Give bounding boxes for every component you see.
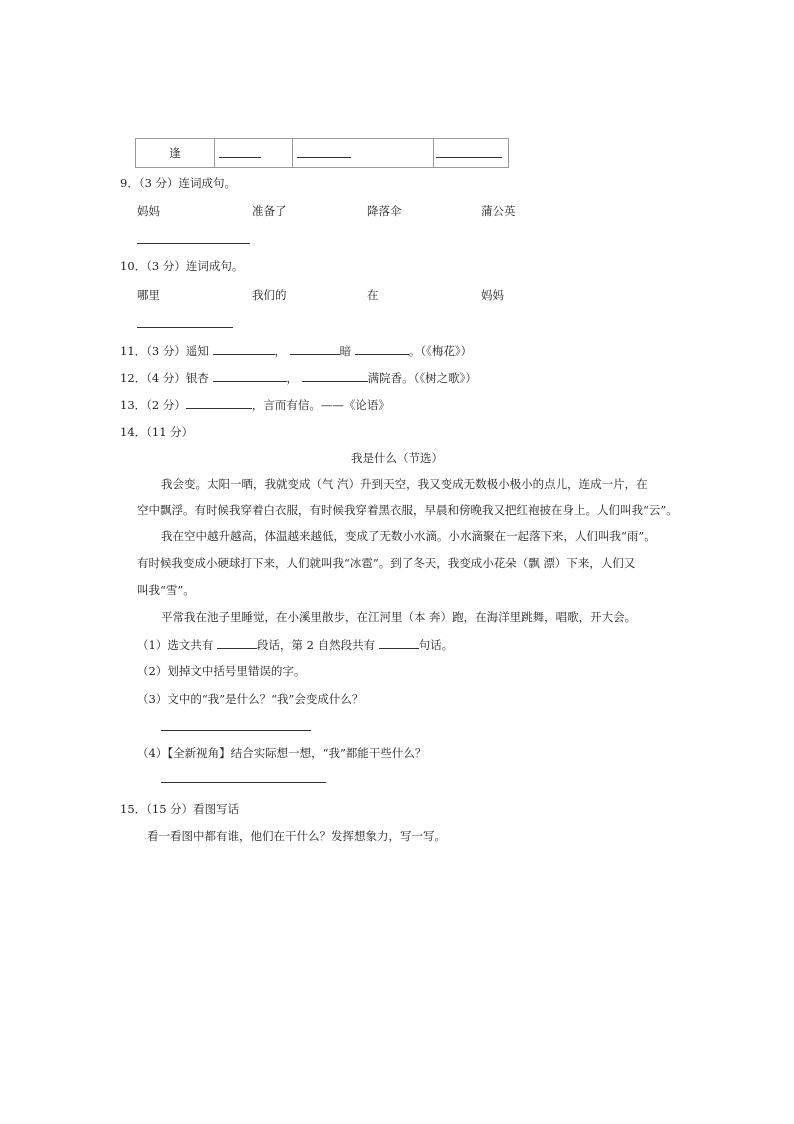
sub-question-2: （2）划掉文中括号里错误的字。 — [137, 664, 306, 678]
table-char-cell: 逢 — [136, 139, 215, 168]
q12-blank[interactable] — [213, 369, 287, 382]
q9-word: 准备了 — [252, 204, 287, 218]
passage-title: 我是什么（节选） — [351, 451, 443, 465]
q9-word: 妈妈 — [137, 204, 160, 218]
sub-question-1: （1）选文共有 段话，第 2 自然段共有 句话。 — [137, 638, 454, 652]
q9-heading: 9．（3 分）连词成句。 — [120, 176, 237, 190]
sub-question-4: （4）【全新视角】结合实际想一想，“我”都能干些什么？ — [137, 746, 427, 760]
q9-word: 蒲公英 — [481, 204, 516, 218]
sub-question-3: （3）文中的“我”是什么？“我”会变成什么？ — [137, 692, 364, 706]
passage-line: 叫我“雪”。 — [137, 583, 195, 597]
q13-line: 13．（2 分） ，言而有信。——《论语》 — [120, 398, 390, 412]
q11-line: 11．（3 分）遥知 ， 暗 。（《梅花》） — [120, 344, 473, 358]
q12-line: 12．（4 分）银杏 ， 满院香。（《树之歌》） — [120, 371, 477, 385]
q10-word: 妈妈 — [481, 288, 504, 302]
table-blank-cell[interactable] — [293, 139, 434, 168]
table-blank-cell[interactable] — [215, 139, 293, 168]
q15-prompt: 看一看图中都有谁，他们在干什么？发挥想象力，写一写。 — [147, 829, 446, 843]
q15-heading: 15．（15 分）看图写话 — [120, 802, 240, 816]
q9-word: 降落伞 — [367, 204, 402, 218]
q11-blank[interactable] — [355, 342, 409, 355]
sub1-blank[interactable] — [379, 636, 419, 649]
q11-blank[interactable] — [290, 342, 340, 355]
passage-line: 空中飘浮。有时候我穿着白衣服，有时候我穿着黑衣服，早晨和傍晚我又把红袍披在身上。人们叫我“云”。 — [137, 503, 678, 517]
q10-word: 我们的 — [252, 288, 287, 302]
sub3-answer-line[interactable] — [161, 730, 311, 731]
passage-line: 我在空中越升越高，体温越来越低，变成了无数小水滴。小水滴聚在一起落下来，人们叫我“雨”。 — [161, 529, 656, 543]
q9-answer-line[interactable] — [137, 243, 250, 244]
q13-blank[interactable] — [186, 396, 252, 409]
q10-answer-line[interactable] — [137, 327, 233, 328]
table-blank-cell[interactable] — [434, 139, 509, 168]
q10-heading: 10．（3 分）连词成句。 — [120, 259, 244, 273]
sub1-blank[interactable] — [217, 636, 257, 649]
passage-line: 有时候我变成小硬球打下来，人们就叫我“冰雹”。到了冬天，我变成小花朵（飘 漂）下来，人们又 — [137, 556, 636, 570]
word-table — [135, 138, 509, 168]
sub4-answer-line[interactable] — [161, 782, 326, 783]
q12-blank[interactable] — [302, 369, 368, 382]
q10-word: 在 — [367, 288, 379, 302]
passage-line: 我会变。太阳一晒，我就变成（气 汽）升到天空，我又变成无数极小极小的点儿，连成一片，在 — [161, 477, 648, 491]
q14-heading: 14．（11 分） — [120, 425, 194, 439]
q11-blank[interactable] — [213, 342, 275, 355]
q10-word: 哪里 — [137, 288, 160, 302]
passage-line: 平常我在池子里睡觉，在小溪里散步，在江河里（本 奔）跑，在海洋里跳舞，唱歌，开大会。 — [161, 610, 637, 624]
